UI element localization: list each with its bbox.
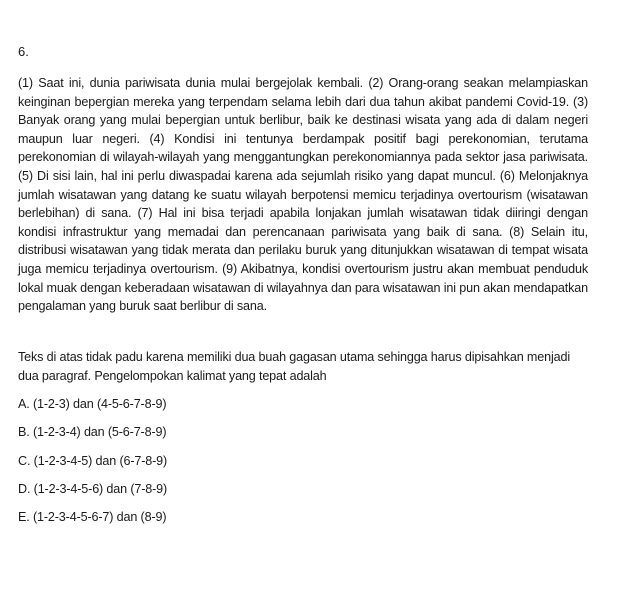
question-number: 6. (18, 44, 29, 59)
option-text: (1-2-3-4) dan (5-6-7-8-9) (32, 425, 167, 440)
option-text: (1-2-3-4-5) dan (6-7-8-9) (33, 453, 168, 468)
answer-option-b[interactable] (18, 424, 167, 440)
option-letter: C. (18, 453, 31, 468)
answer-options (18, 396, 167, 537)
passage-text: (1) Saat ini, dunia pariwisata dunia mulai bergejolak kembali. (2) Orang-orang seakan melampiaskan keinginan bepergian mereka yang terpendam selama lebih dari dua tahun akibat pandemi Covid-19. (3) Banyak orang yang mulai bepergian untuk berlibur, baik ke destinasi wisata yang ada di dalam negeri maupun luar negeri. (4) Kondisi ini tentunya berdampak positif bagi perekonomian, terutama perekonomian di wilayah-wilayah yang menggantungkan perekonomiannya pada sektor jasa pariwisata. (5) Di sisi lain, hal ini perlu diwaspadai karena ada sejumlah risiko yang dapat muncul. (6) Melonjaknya jumlah wisatawan yang datang ke suatu wilayah berpotensi memicu terjadinya overtourism (wisatawan berlebihan) di sana. (7) Hal ini bisa terjadi apabila lonjakan jumlah wisatawan tidak diiringi dengan kondisi infrastruktur yang memadai dan perencanaan pariwisata yang baik di sana. (8) Selain itu, distribusi wisatawan yang tidak merata dan perilaku buruk yang ditunjukkan wisatawan di tempat wisata juga memicu terjadinya overtourism. (9) Akibatnya, kondisi overtourism justru akan membuat penduduk lokal muak dengan keberadaan wisatawan di wilayahnya dan para wisatawan ini pun akan mendapatkan pengalaman yang buruk saat berlibur di sana. (18, 76, 588, 314)
option-text: (1-2-3) dan (4-5-6-7-8-9) (32, 397, 167, 411)
question-prompt: Teks di atas tidak padu karena memiliki dua buah gagasan utama sehingga harus dipisahkan menjadi dua paragraf. Pengelompokan kalimat yang tepat adalah (18, 350, 570, 383)
option-letter: A. (18, 397, 30, 411)
answer-option-a[interactable] (18, 396, 167, 412)
answer-option-d[interactable] (18, 481, 167, 497)
option-letter: D. (18, 481, 31, 496)
answer-option-c[interactable] (18, 453, 167, 469)
option-text: (1-2-3-4-5-6-7) dan (8-9) (32, 510, 167, 525)
option-text: (1-2-3-4-5-6) dan (7-8-9) (33, 481, 168, 496)
option-letter: E. (18, 510, 30, 525)
option-letter: B. (18, 425, 30, 440)
answer-option-e[interactable] (18, 509, 167, 525)
